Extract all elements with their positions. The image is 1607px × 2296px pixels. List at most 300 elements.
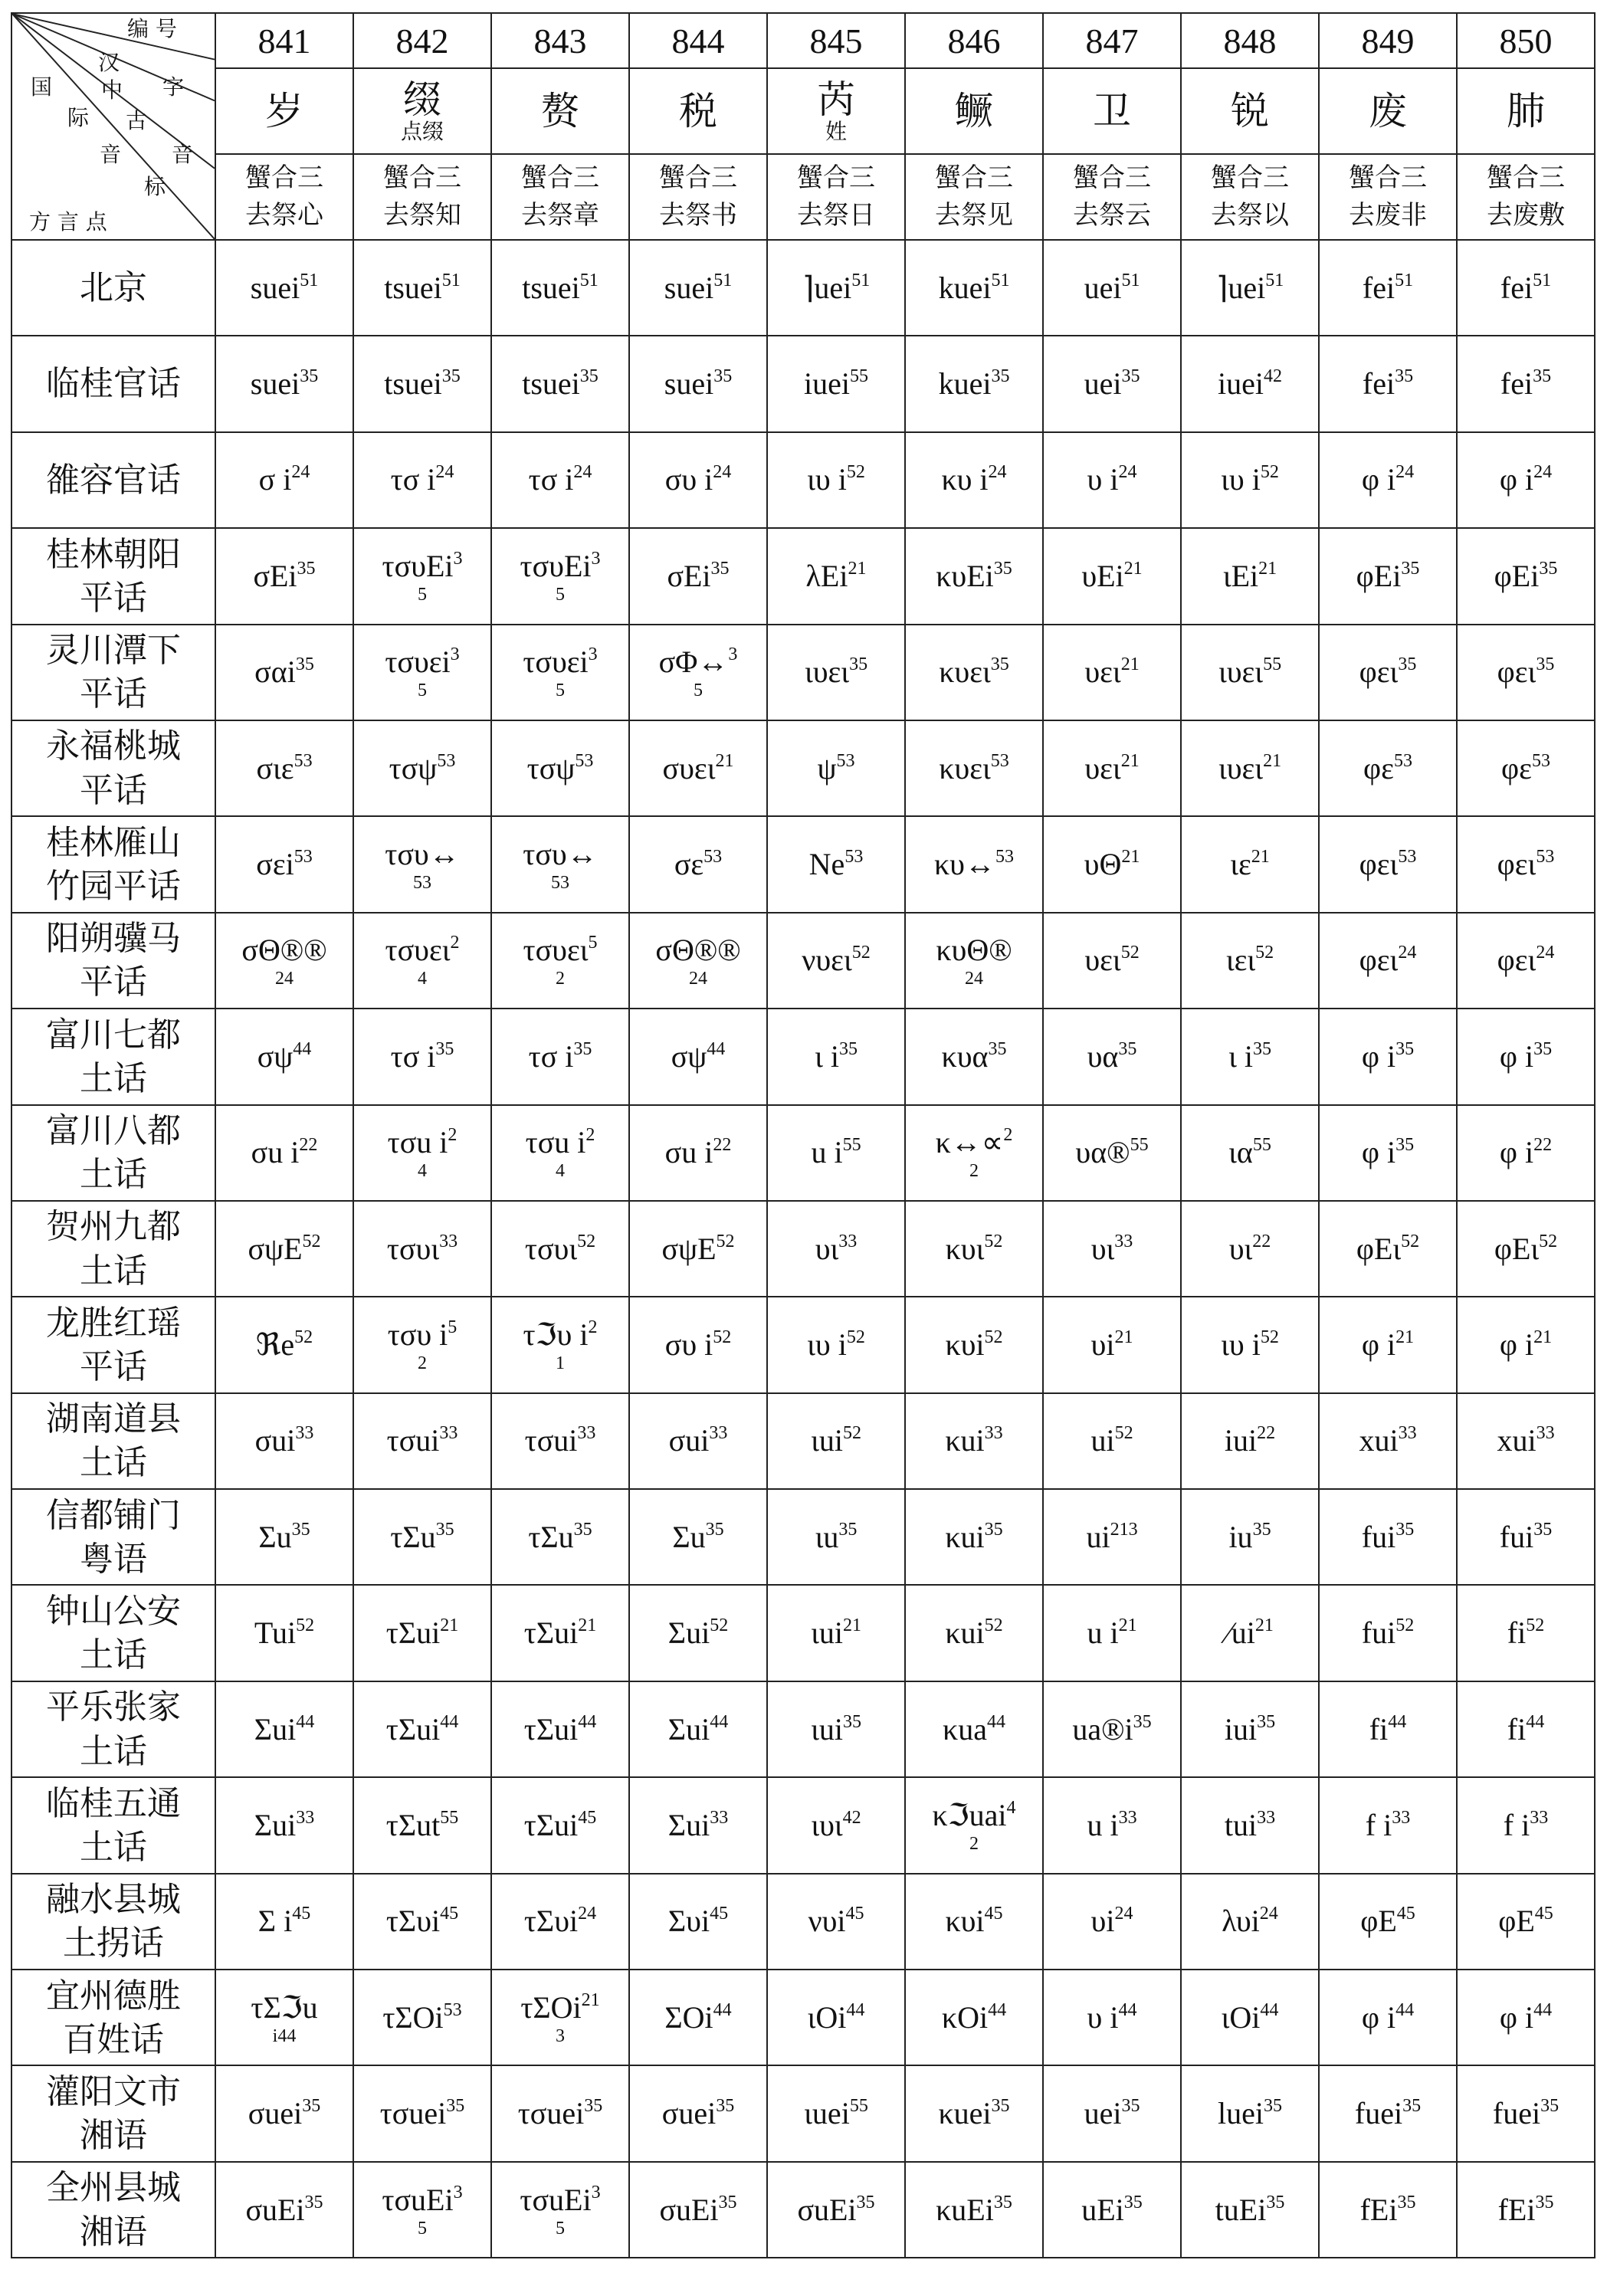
corner-label-zhong: 中 — [101, 77, 123, 103]
dialect-location — [11, 2065, 215, 2161]
pronunciation-cell — [1457, 1009, 1595, 1104]
tone-superscript: 35 — [1395, 1519, 1415, 1540]
ipa-text: φE — [1498, 1904, 1535, 1939]
ipa-text: υ i — [1087, 462, 1119, 497]
dialect-table-sheet — [11, 12, 1594, 2271]
corner-label-gu: 古 — [126, 108, 148, 133]
tone-superscript: 33 — [1118, 1807, 1137, 1828]
location-line: 富川八都 — [46, 1111, 181, 1151]
tone-superscript: 35 — [1533, 1519, 1553, 1540]
tone-superscript: 24 — [1114, 1904, 1133, 1924]
dialect-location — [11, 625, 215, 720]
tone-superscript: 53 — [294, 750, 313, 771]
dialect-location — [11, 913, 215, 1009]
ipa-text: φει — [1359, 847, 1399, 882]
pronunciation-cell — [491, 1201, 629, 1297]
dialect-location — [11, 1970, 215, 2065]
tone-superscript: 44 — [988, 1999, 1007, 2020]
tone-superscript: 52 — [1526, 1615, 1545, 1636]
character-glyph: 鳜 — [955, 88, 993, 133]
col-character — [1457, 68, 1595, 154]
col-character — [353, 68, 491, 154]
tone-superscript: 51 — [1533, 270, 1552, 290]
ipa-text: τσuEi — [520, 2182, 592, 2217]
ipa-text: kuei — [938, 366, 992, 402]
mc-line: 去废敷 — [1487, 200, 1565, 231]
pronunciation-cell — [1181, 1777, 1319, 1873]
tone-superscript: 21 — [1263, 750, 1282, 771]
mc-line: 蟹合三 — [659, 162, 737, 193]
ipa-text: φEi — [1356, 558, 1402, 593]
ipa-text: υi — [1090, 1327, 1115, 1362]
location-line: 富川七都 — [46, 1015, 181, 1055]
pronunciation-cell — [1319, 1585, 1457, 1681]
ipa-text: Σui — [667, 1711, 710, 1747]
pronunciation-cell — [353, 2162, 491, 2258]
ipa-text: ιυι — [811, 1807, 843, 1842]
ipa-text: Σui — [254, 1711, 297, 1747]
mc-line: 去祭日 — [797, 200, 875, 231]
ipa-text: φ i — [1499, 1327, 1534, 1362]
ipa-text: κυi — [945, 1904, 985, 1939]
ipa-text: νυει — [802, 943, 852, 978]
corner-diagonal-lines — [12, 14, 215, 239]
ipa-text: fui — [1361, 1519, 1396, 1554]
pronunciation-cell — [767, 1681, 905, 1777]
tone-superscript: 52 — [984, 1327, 1003, 1347]
pronunciation-cell — [1043, 1489, 1181, 1585]
ipa-text: τσui — [386, 1423, 440, 1458]
ipa-text: ⌉uei — [1215, 270, 1266, 305]
tone-wrapped: 5 — [418, 2218, 427, 2239]
ipa-text: φ i — [1361, 1327, 1396, 1362]
tone-superscript: 33 — [710, 1807, 729, 1828]
tone-superscript: 51 — [991, 270, 1010, 290]
pronunciation-cell — [767, 1874, 905, 1970]
pronunciation-cell — [353, 528, 491, 624]
ipa-text: κua — [943, 1711, 987, 1747]
pronunciation-cell — [1457, 2065, 1595, 2161]
tone-superscript: 213 — [1110, 1519, 1138, 1540]
ipa-text: τℑυ i — [523, 1317, 589, 1352]
tone-wrapped: i44 — [272, 2025, 297, 2046]
ipa-text: τΣui — [523, 1807, 579, 1842]
tone-superscript: 21 — [842, 1615, 861, 1636]
col-middle-chinese — [1319, 154, 1457, 240]
mc-line: 去祭心 — [245, 200, 323, 231]
pronunciation-cell — [1043, 1297, 1181, 1392]
ipa-text: fui — [1361, 1615, 1396, 1651]
ipa-text: κuei — [938, 2096, 992, 2131]
header-middle-chinese-row — [11, 154, 1595, 240]
ipa-text: ιOi — [807, 1999, 847, 2035]
pronunciation-cell — [491, 432, 629, 528]
pronunciation-cell — [629, 1970, 767, 2065]
mc-line: 蟹合三 — [383, 162, 461, 193]
pronunciation-cell — [905, 1489, 1043, 1585]
tone-superscript: 35 — [990, 654, 1009, 675]
tone-superscript: 3 — [453, 2182, 463, 2203]
tone-wrapped: 5 — [556, 584, 565, 605]
tone-superscript: 24 — [578, 1904, 597, 1924]
pronunciation-cell — [1319, 2162, 1457, 2258]
tone-superscript: 21 — [578, 1615, 597, 1636]
tone-superscript: 33 — [709, 1423, 728, 1444]
location-line: 阳朔骥马 — [46, 919, 181, 959]
location-line: 龙胜红瑶 — [46, 1303, 181, 1343]
pronunciation-cell — [767, 1777, 905, 1873]
location-line: 永福桃城 — [46, 727, 181, 766]
tone-wrapped: 2 — [418, 1353, 427, 1373]
col-number: 846 — [905, 13, 1043, 68]
tone-superscript: 3 — [453, 548, 463, 569]
tone-superscript: 35 — [710, 558, 730, 579]
ipa-text: σu i — [664, 1135, 713, 1170]
ipa-text: σuEi — [659, 2192, 719, 2227]
pronunciation-cell — [1043, 1009, 1181, 1104]
tone-superscript: 52 — [296, 1615, 315, 1636]
tone-superscript: 52 — [1401, 1231, 1420, 1251]
mc-line: 去祭云 — [1073, 200, 1151, 231]
location-line: 桂林雁山 — [46, 822, 181, 862]
tone-superscript: 44 — [1388, 1711, 1407, 1732]
ipa-text: τσuei — [517, 2096, 585, 2131]
tone-superscript: 35 — [1266, 2192, 1285, 2212]
ipa-text: ιυ i — [807, 1327, 847, 1362]
ipa-text: φ i — [1499, 1135, 1534, 1170]
tone-superscript: 24 — [988, 462, 1007, 483]
mc-line: 蟹合三 — [1349, 162, 1427, 193]
tone-superscript: 22 — [1533, 1135, 1553, 1156]
ipa-text: suei — [250, 366, 300, 402]
ipa-text: κυα — [941, 1038, 989, 1074]
header-corner-cell — [11, 13, 215, 240]
pronunciation-cell — [215, 1105, 353, 1201]
pronunciation-cell — [1181, 240, 1319, 336]
ipa-text: ⁄ui — [1226, 1615, 1255, 1651]
tone-superscript: 24 — [713, 462, 732, 483]
dialect-location — [11, 1009, 215, 1104]
col-character — [491, 68, 629, 154]
tone-wrapped: 24 — [689, 969, 707, 989]
pronunciation-cell — [1319, 336, 1457, 431]
character-glyph: 岁 — [265, 88, 303, 133]
tone-superscript: 35 — [300, 366, 319, 387]
tone-superscript: 44 — [296, 1711, 315, 1732]
ipa-text: λEi — [805, 558, 848, 593]
table-row — [11, 2162, 1595, 2258]
ipa-text: iuei — [804, 366, 850, 402]
tone-wrapped: 1 — [556, 1353, 565, 1373]
ipa-text: τσυ↔ — [385, 837, 460, 872]
ipa-text: φει — [1497, 943, 1536, 978]
mc-line: 去废非 — [1349, 200, 1427, 231]
pronunciation-cell — [1043, 1105, 1181, 1201]
pronunciation-cell — [767, 1970, 905, 2065]
tone-superscript: 2 — [1003, 1125, 1013, 1146]
ipa-text: φει — [1497, 654, 1536, 690]
tone-superscript: 35 — [1395, 1135, 1415, 1156]
tone-superscript: 53 — [294, 847, 313, 868]
ipa-text: Σu — [672, 1519, 706, 1554]
table-row — [11, 432, 1595, 528]
pronunciation-cell — [767, 2065, 905, 2161]
table-row — [11, 1105, 1595, 1201]
pronunciation-cell — [215, 913, 353, 1009]
ipa-text: ιuei — [804, 2096, 850, 2131]
location-line: 信都铺门 — [46, 1495, 181, 1535]
tone-superscript: 45 — [1396, 1904, 1415, 1924]
pronunciation-cell — [767, 336, 905, 431]
ipa-text: τΣui — [523, 1711, 579, 1747]
ipa-text: iuei — [1218, 366, 1264, 402]
ipa-text: τΣu — [528, 1519, 574, 1554]
pronunciation-cell — [215, 528, 353, 624]
tone-superscript: 24 — [435, 462, 454, 483]
ipa-text: Συi — [667, 1904, 710, 1939]
pronunciation-cell — [491, 240, 629, 336]
ipa-text: suei — [664, 270, 714, 305]
tone-wrapped: 2 — [969, 1161, 979, 1182]
ipa-text: υει — [1084, 943, 1121, 978]
ipa-text: φE — [1360, 1904, 1397, 1939]
tone-superscript: 51 — [300, 270, 319, 290]
corner-label-biao: 标 — [144, 174, 166, 199]
tone-superscript: 35 — [1402, 2096, 1422, 2117]
tone-superscript: 53 — [836, 750, 855, 771]
ipa-text: fei — [1500, 366, 1533, 402]
character-glyph: 缀 — [403, 77, 441, 123]
tone-superscript: 35 — [291, 1519, 310, 1540]
tone-superscript: 55 — [1130, 1135, 1149, 1156]
ipa-text: fuei — [1354, 2096, 1403, 2131]
tone-superscript: 51 — [441, 270, 461, 290]
pronunciation-cell — [629, 1585, 767, 1681]
tone-superscript: 21 — [1114, 1327, 1133, 1347]
tone-superscript: 35 — [1535, 2192, 1554, 2212]
pronunciation-cell — [629, 720, 767, 816]
pronunciation-cell — [905, 240, 1043, 336]
ipa-text: φEι — [1356, 1231, 1402, 1266]
corner-label-ji: 际 — [67, 105, 90, 130]
tone-superscript: 33 — [295, 1423, 314, 1444]
ipa-text: τσ i — [528, 1038, 574, 1074]
pronunciation-cell — [353, 336, 491, 431]
pronunciation-cell — [767, 432, 905, 528]
pronunciation-cell — [1457, 1585, 1595, 1681]
pronunciation-cell — [1319, 1681, 1457, 1777]
ipa-text: Σui — [254, 1807, 297, 1842]
tone-superscript: 21 — [1254, 1615, 1274, 1636]
ipa-text: σψE — [661, 1231, 717, 1266]
location-line: 平话 — [80, 963, 147, 1002]
ipa-text: suei — [664, 366, 714, 402]
pronunciation-cell — [215, 1681, 353, 1777]
location-line: 土拐话 — [63, 1924, 164, 1963]
table-row — [11, 1489, 1595, 1585]
mc-line: 蟹合三 — [1073, 162, 1151, 193]
tone-superscript: 55 — [1252, 1135, 1271, 1156]
tone-superscript: 44 — [440, 1711, 459, 1732]
tone-superscript: 44 — [986, 1711, 1005, 1732]
pronunciation-cell — [1319, 625, 1457, 720]
tone-superscript: 35 — [1395, 1038, 1415, 1059]
ipa-text: υει — [1084, 750, 1121, 786]
ipa-text: ιυει — [1218, 654, 1264, 690]
ipa-text: xui — [1497, 1423, 1536, 1458]
ipa-text: τσυεi — [385, 645, 451, 680]
pronunciation-cell — [1457, 1874, 1595, 1970]
tone-superscript: 53 — [1393, 750, 1412, 771]
tone-superscript: 22 — [1252, 1231, 1271, 1251]
pronunciation-cell — [905, 1297, 1043, 1392]
pronunciation-cell — [905, 1585, 1043, 1681]
mc-line: 蟹合三 — [935, 162, 1013, 193]
ipa-text: ιOi — [1221, 1999, 1261, 2035]
location-line: 钟山公安 — [46, 1591, 181, 1631]
pronunciation-cell — [1181, 1297, 1319, 1392]
tone-superscript: 35 — [435, 1038, 454, 1059]
table-row — [11, 1393, 1595, 1489]
ipa-text: κℑuai — [932, 1797, 1007, 1832]
tone-wrapped: 53 — [551, 873, 569, 894]
ipa-text: ui — [1090, 1423, 1115, 1458]
ipa-text: uei — [1084, 2096, 1122, 2131]
pronunciation-cell — [1181, 1585, 1319, 1681]
tone-superscript: 5 — [588, 933, 598, 953]
tone-superscript: 45 — [845, 1904, 864, 1924]
tone-superscript: 53 — [1398, 847, 1417, 868]
tone-superscript: 35 — [446, 2096, 465, 2117]
tone-superscript: 35 — [302, 2096, 321, 2117]
tone-superscript: 35 — [1263, 2096, 1282, 2117]
tone-superscript: 35 — [991, 2096, 1010, 2117]
corner-label-han: 汉 — [98, 50, 120, 75]
pronunciation-cell — [1043, 913, 1181, 1009]
tone-superscript: 52 — [710, 1615, 729, 1636]
tone-superscript: 21 — [1123, 558, 1143, 579]
corner-label-bianhao: 编 号 — [127, 16, 177, 41]
pronunciation-cell — [1043, 1777, 1181, 1873]
tone-superscript: 24 — [1118, 462, 1137, 483]
pronunciation-cell — [1043, 2065, 1181, 2161]
ipa-text: τσ i — [390, 1038, 436, 1074]
ipa-text: ℜe — [255, 1327, 295, 1362]
pronunciation-cell — [1457, 240, 1595, 336]
pronunciation-cell — [629, 432, 767, 528]
pronunciation-cell — [1043, 1681, 1181, 1777]
tone-superscript: 53 — [437, 750, 456, 771]
col-number: 841 — [215, 13, 353, 68]
tone-superscript: 35 — [1398, 654, 1417, 675]
ipa-text: f i — [1503, 1807, 1530, 1842]
col-middle-chinese — [629, 154, 767, 240]
tone-superscript: 24 — [1259, 1904, 1278, 1924]
ipa-text: tsuei — [522, 366, 580, 402]
pronunciation-cell — [629, 1009, 767, 1104]
ipa-text: σuei — [248, 2096, 303, 2131]
pronunciation-cell — [767, 2162, 905, 2258]
ipa-text: τσψ — [389, 750, 438, 786]
tone-superscript: 53 — [575, 750, 594, 771]
dialect-location — [11, 1489, 215, 1585]
ipa-text: κυι — [945, 1231, 985, 1266]
ipa-text: τσυι — [524, 1231, 578, 1266]
character-gloss: 点缀 — [400, 118, 444, 144]
ipa-text: Σ i — [257, 1904, 293, 1939]
pronunciation-cell — [1319, 1009, 1457, 1104]
ipa-text: σEi — [667, 558, 711, 593]
ipa-text: ψ — [817, 750, 837, 786]
tone-superscript: 52 — [294, 1327, 313, 1347]
tone-superscript: 35 — [993, 558, 1012, 579]
pronunciation-cell — [767, 1489, 905, 1585]
ipa-text: υει — [1084, 654, 1121, 690]
pronunciation-cell — [1457, 913, 1595, 1009]
tone-superscript: 42 — [842, 1807, 861, 1828]
tone-superscript: 35 — [1252, 1519, 1271, 1540]
tone-superscript: 52 — [1395, 1615, 1415, 1636]
ipa-text: ια — [1228, 1135, 1253, 1170]
ipa-text: συ i — [664, 462, 713, 497]
ipa-text: φ i — [1361, 1038, 1396, 1074]
ipa-text: σΘ®® — [241, 933, 327, 968]
pronunciation-cell — [353, 625, 491, 720]
pronunciation-cell — [905, 1201, 1043, 1297]
location-line: 平话 — [80, 1346, 147, 1386]
tone-superscript: 52 — [302, 1231, 321, 1251]
pronunciation-cell — [491, 1585, 629, 1681]
pronunciation-cell — [629, 1489, 767, 1585]
tone-superscript: 45 — [578, 1807, 597, 1828]
pronunciation-cell — [353, 1489, 491, 1585]
ipa-text: τσuEi — [382, 2182, 454, 2217]
ipa-text: u i — [811, 1135, 843, 1170]
pronunciation-cell — [1043, 1393, 1181, 1489]
tone-superscript: 51 — [1265, 270, 1284, 290]
ipa-text: luei — [1218, 2096, 1264, 2131]
pronunciation-cell — [215, 1201, 353, 1297]
col-number: 849 — [1319, 13, 1457, 68]
ipa-text: σεi — [256, 847, 294, 882]
pronunciation-cell — [905, 1393, 1043, 1489]
tone-superscript: 55 — [842, 1135, 861, 1156]
ipa-text: fi — [1369, 1711, 1389, 1747]
ipa-text: u i — [1087, 1615, 1119, 1651]
pronunciation-cell — [629, 240, 767, 336]
ipa-text: fui — [1499, 1519, 1534, 1554]
tone-superscript: 52 — [842, 1423, 861, 1444]
pronunciation-cell — [905, 1777, 1043, 1873]
ipa-text: τΣℑu — [251, 1989, 318, 2025]
location-line: 土话 — [80, 1155, 147, 1195]
tone-superscript: 33 — [296, 1807, 315, 1828]
pronunciation-cell — [1319, 1970, 1457, 2065]
pronunciation-cell — [905, 2065, 1043, 2161]
pronunciation-cell — [629, 1393, 767, 1489]
table-row — [11, 528, 1595, 624]
header-number-row — [11, 13, 1595, 68]
tone-superscript: 52 — [1539, 1231, 1558, 1251]
ipa-text: τΣOi — [520, 1989, 582, 2025]
ipa-text: τσ i — [528, 462, 574, 497]
col-middle-chinese — [1457, 154, 1595, 240]
tone-superscript: 44 — [1395, 1999, 1415, 2020]
pronunciation-cell — [905, 720, 1043, 816]
pronunciation-cell — [1043, 432, 1181, 528]
pronunciation-cell — [905, 432, 1043, 528]
tone-superscript: 51 — [713, 270, 733, 290]
